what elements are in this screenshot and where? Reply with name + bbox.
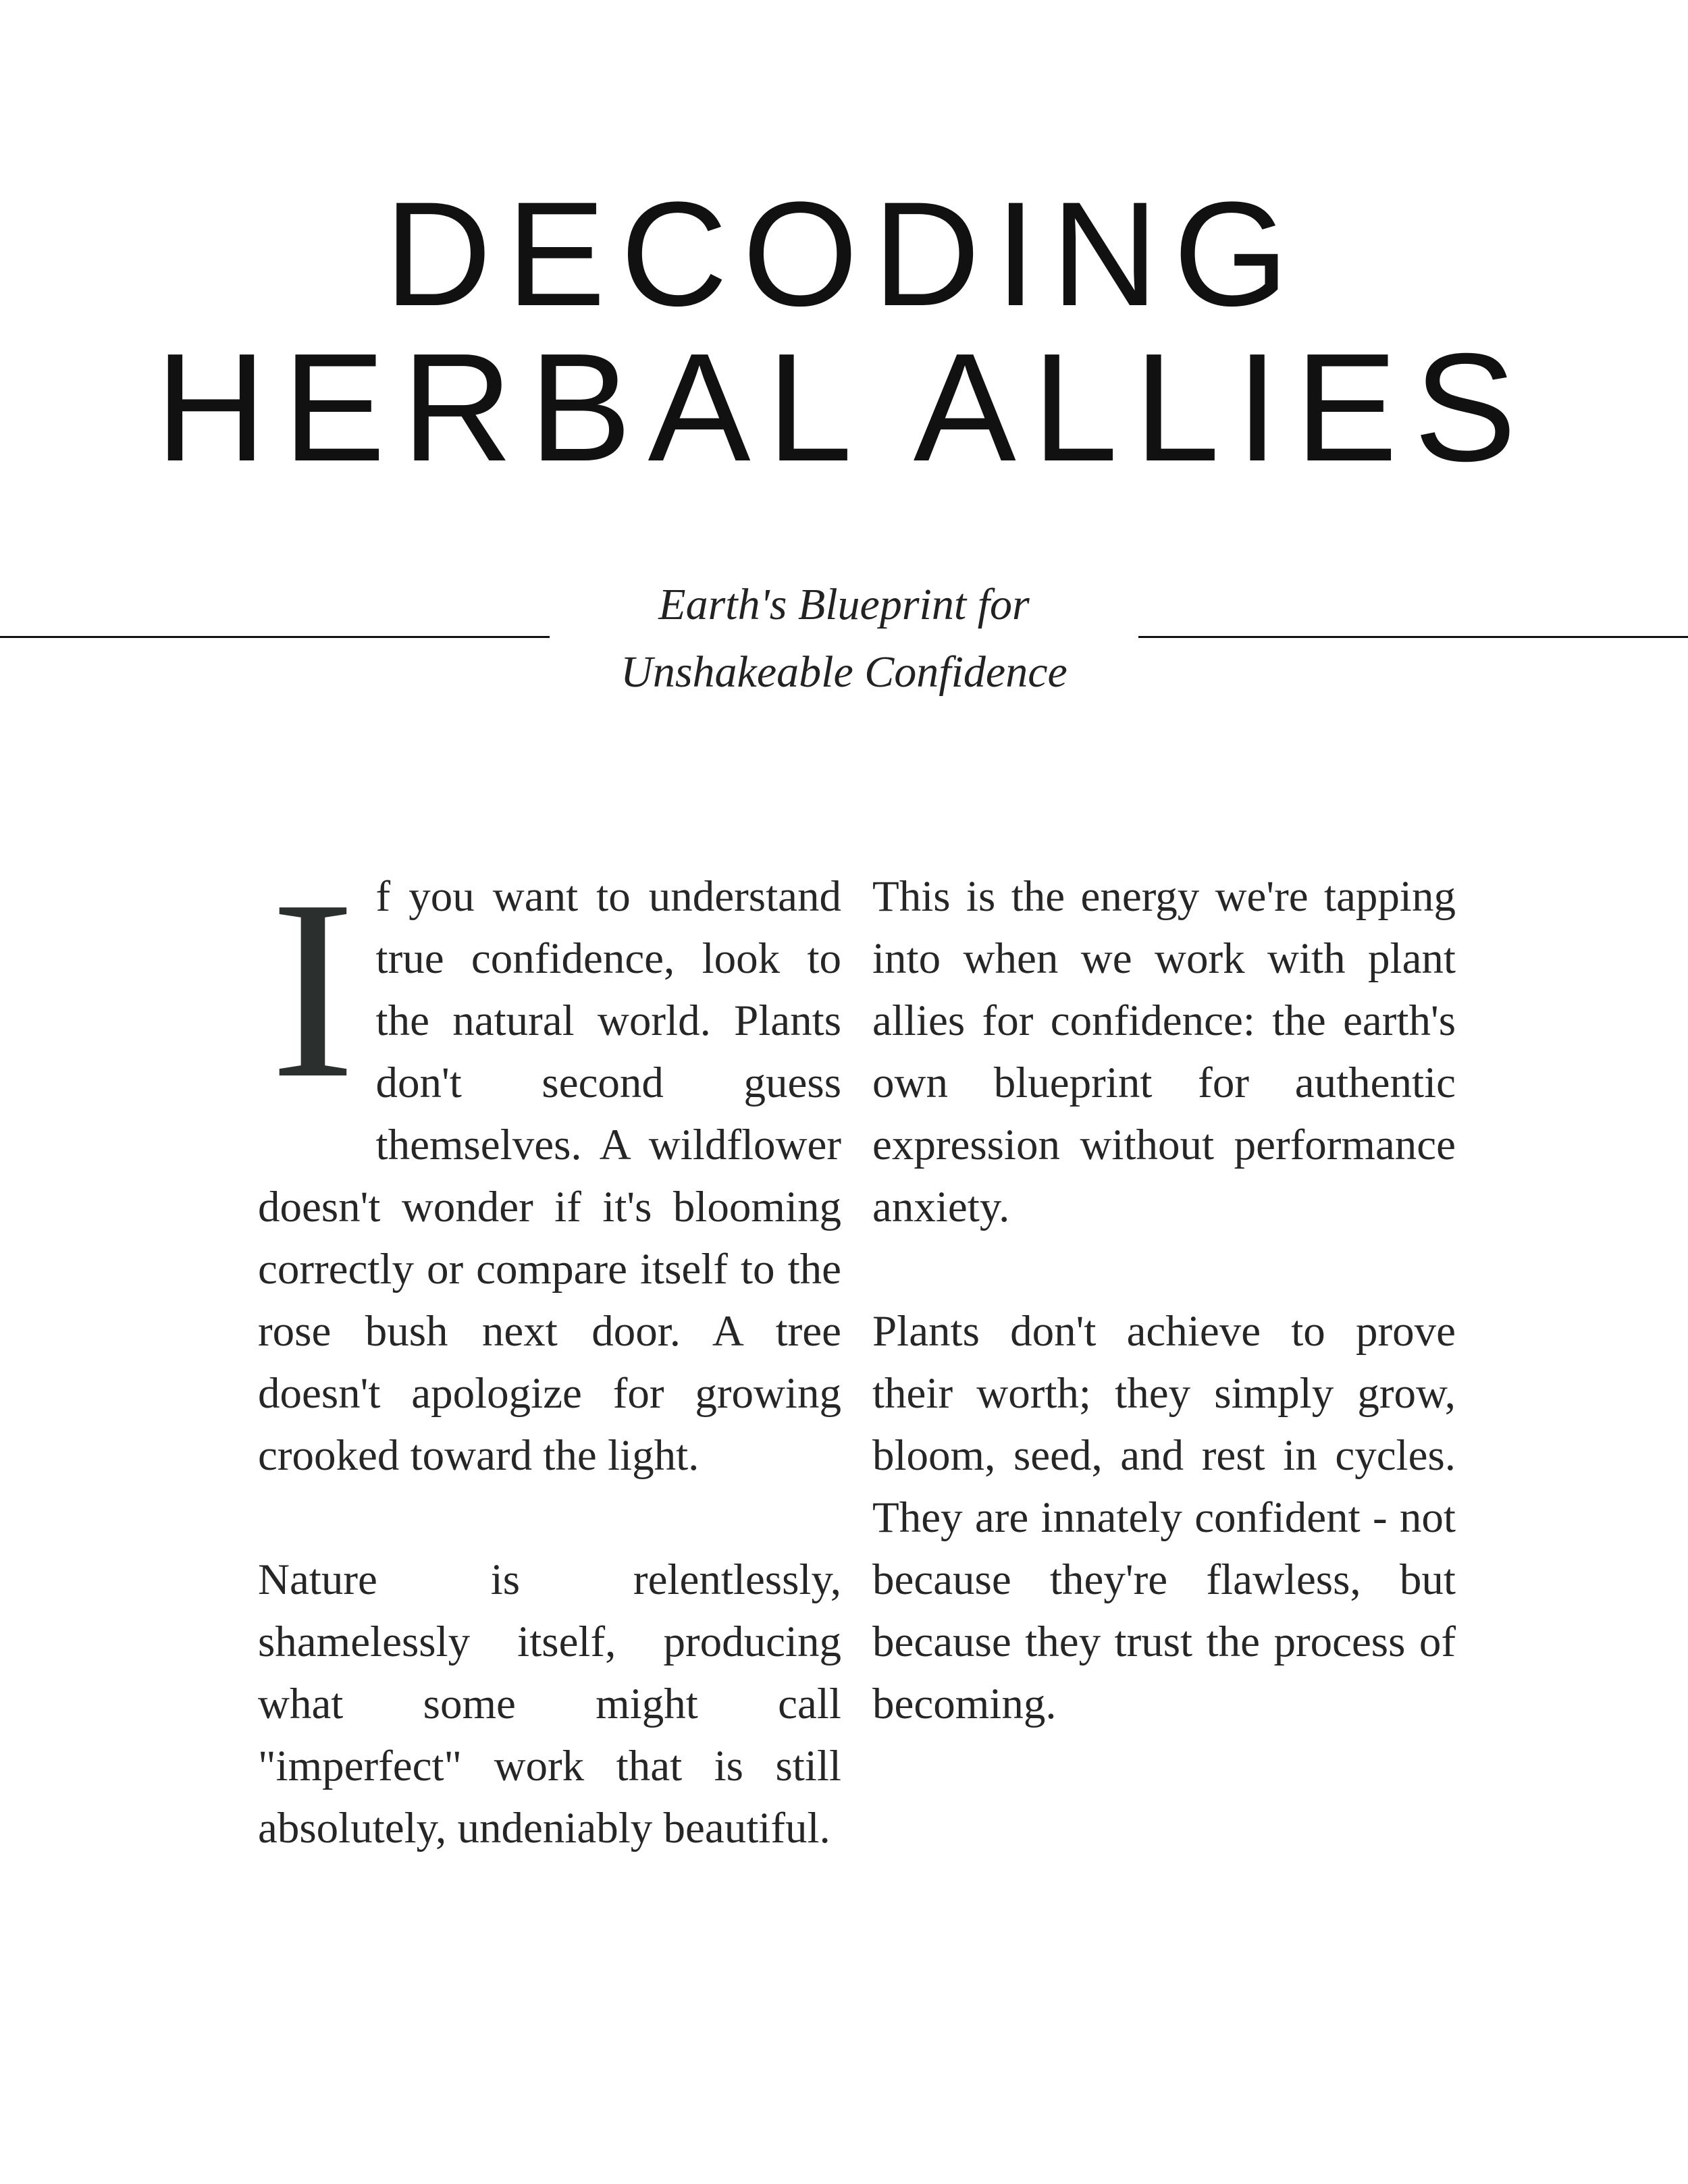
right-paragraph-2: Plants don't achieve to prove their worth; they simply grow, bloom, seed, and rest in cycles. They are innately confident - not because they're flawless, but because they trust the process of becoming. [872, 1307, 1456, 1728]
left-paragraph-1 [258, 847, 841, 1487]
right-column [872, 865, 1456, 1797]
title-line-2: HERBAL ALLIES [155, 322, 1533, 494]
left-paragraph-1-text: f you want to understand true confidence, look to the natural world. Plants don't second guess themselves. A wildflower doesn't wonder if it's blooming correctly or compare itself to the rose bush next door. A tree doesn't apologize for growing crooked toward the light. [258, 872, 841, 1480]
left-column [258, 847, 841, 1921]
subtitle-line-2: Unshakeable Confidence [621, 647, 1067, 697]
left-divider [0, 636, 550, 638]
subtitle [550, 571, 1138, 706]
subtitle-line-1: Earth's Blueprint for [658, 580, 1030, 629]
right-paragraph-1: This is the energy we're tapping into when we work with plant allies for confidence: the earth's own blueprint for authentic expression without performance anxiety. [872, 872, 1456, 1231]
title-line-1: DECODING [384, 171, 1304, 337]
right-divider [1138, 636, 1688, 638]
left-paragraph-2: Nature is relentlessly, shamelessly itself, producing what some might call "imperfect" work that is still absolutely, undeniably beautiful. [258, 1555, 841, 1853]
drop-cap: I [270, 847, 356, 1131]
page-title [0, 171, 1688, 494]
